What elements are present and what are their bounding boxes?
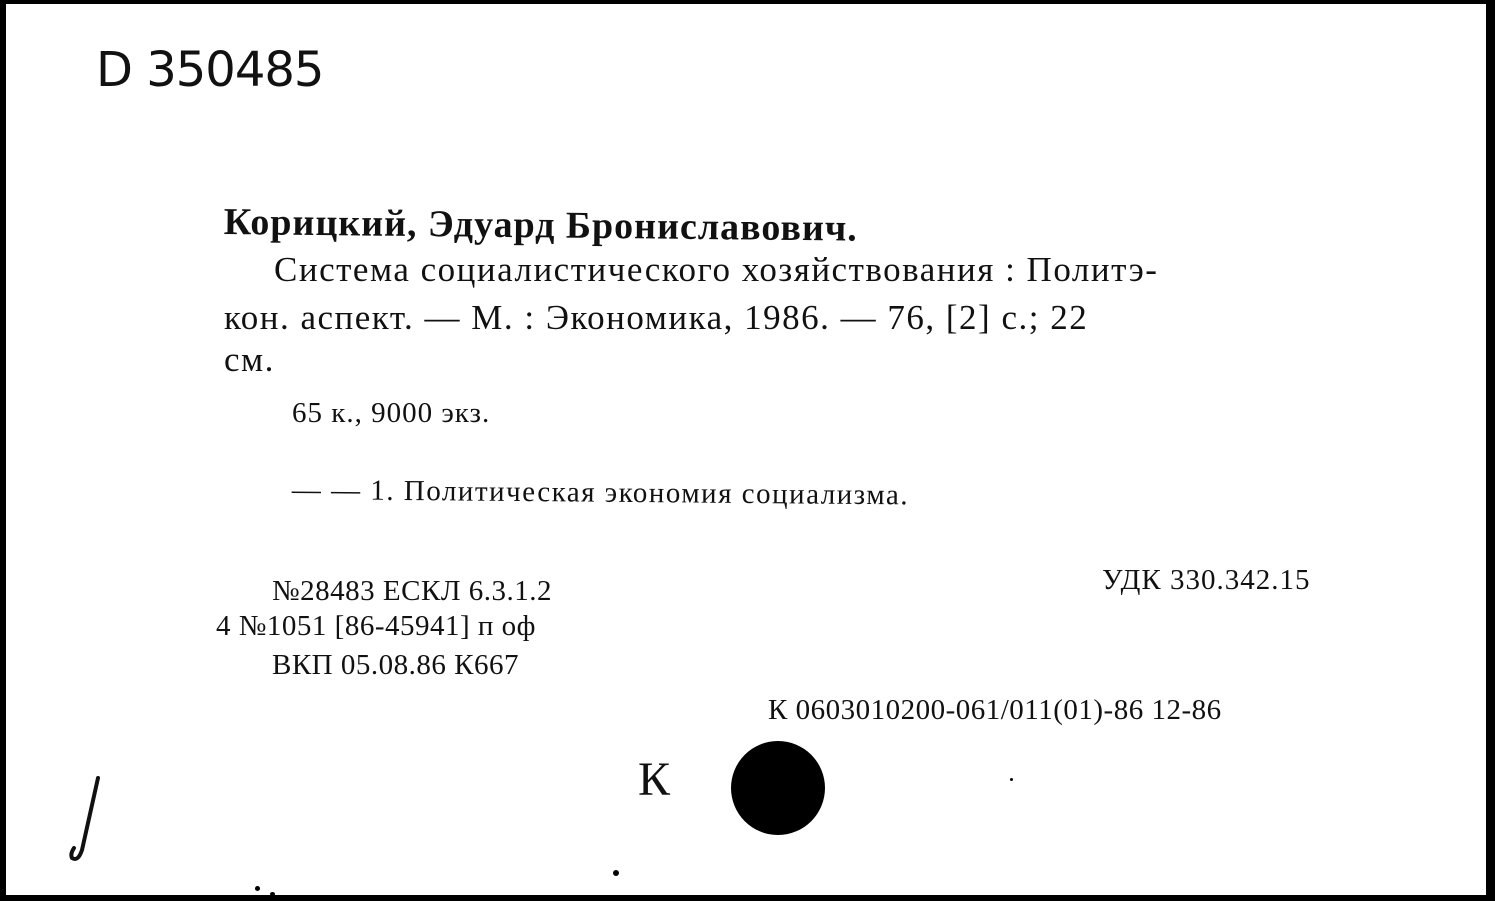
author-heading: Корицкий, Эдуард Брониславович. [223, 200, 859, 250]
ink-speck [270, 892, 275, 896]
price-and-run: 65 к., 9000 экз. [292, 397, 491, 429]
ink-speck [1010, 778, 1013, 781]
description-line-1: Система социалистического хозяйствования : Политэ- [274, 250, 1159, 289]
accession-stamp: D 350485 [96, 42, 324, 98]
udk-code: УДК 330.342.15 [1102, 564, 1311, 596]
registration-line-1: №28483 ЕСКЛ 6.3.1.2 [272, 575, 552, 607]
registration-line-2: 4 №1051 [86-45941] п оф [216, 610, 536, 642]
pencil-stroke-mark [60, 770, 110, 870]
punch-hole [731, 741, 825, 835]
ink-speck [255, 886, 260, 891]
description-line-3: см. [224, 340, 275, 379]
subject-heading: — — 1. Политическая экономия социализма. [291, 474, 910, 512]
registration-line-3: ВКП 05.08.86 К667 [272, 649, 519, 681]
catalog-code: К 0603010200-061/011(01)-86 12-86 [768, 694, 1222, 726]
description-line-2: кон. аспект. — М. : Экономика, 1986. — 76, [2] с.; 22 [224, 298, 1089, 337]
ink-speck [613, 870, 619, 876]
handwritten-mark-letter: К [638, 753, 671, 806]
